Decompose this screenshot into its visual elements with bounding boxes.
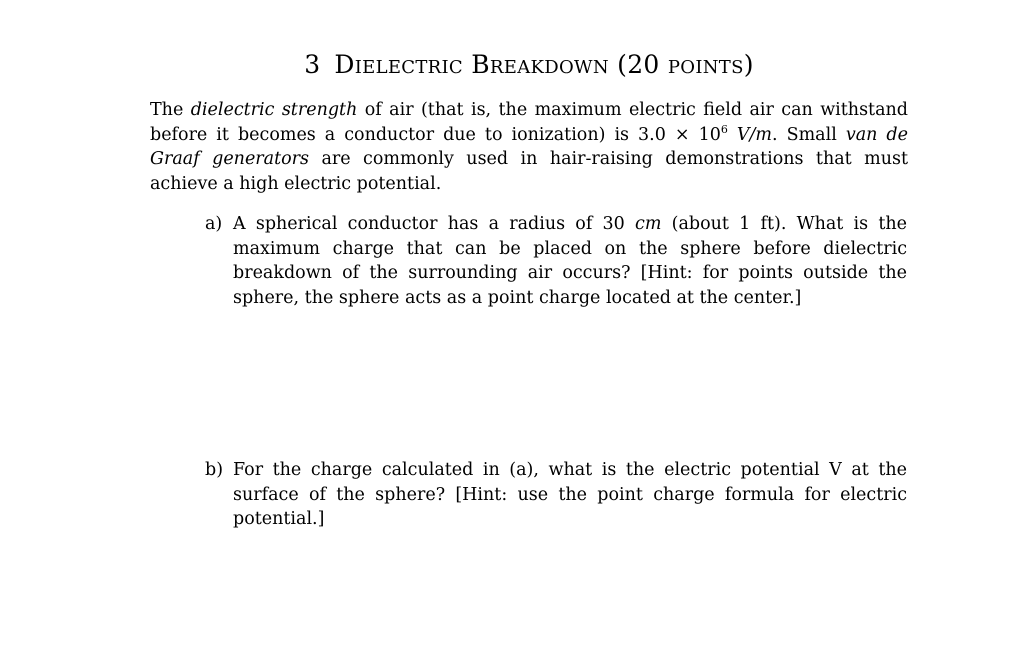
question-a-text xyxy=(233,212,907,311)
question-b-part: For the charge calculated in (a), what is the electric potential V at the surface of the sphere? [Hint: use the point charge formula for electric potential.] xyxy=(233,460,907,530)
term-van-de-graaf: van de Graaf generators xyxy=(150,124,908,170)
value-mantissa: 3.0 × 10 xyxy=(638,124,721,145)
intro-text: of air (that is, the maximum electric field air can withstand before it becomes a conductor due to ionization) is xyxy=(150,100,908,145)
intro-text: are commonly used in hair-raising demonstrations that must achieve a high electric potential. xyxy=(150,149,909,195)
section-heading xyxy=(150,50,908,80)
question-a-label: a) xyxy=(205,214,223,234)
intro-text: . Small xyxy=(772,124,846,145)
answer-space-a[interactable] xyxy=(233,320,907,450)
intro-paragraph xyxy=(150,98,908,197)
dielectric-strength-value xyxy=(638,122,772,145)
radius-value: 30 xyxy=(602,214,636,234)
answer-space-b[interactable] xyxy=(233,515,907,655)
section-number: 3 xyxy=(304,50,321,79)
question-b-label: b) xyxy=(205,460,224,480)
section-title: Dielectric Breakdown xyxy=(334,50,609,79)
term-dielectric-strength: dielectric strength xyxy=(190,100,358,120)
value-exponent: 6 xyxy=(720,122,728,136)
radius-unit: cm xyxy=(635,214,662,234)
intro-text: The xyxy=(150,100,191,120)
value-unit: V/m xyxy=(727,124,772,145)
question-a-part: A spherical conductor has a radius of xyxy=(233,214,603,234)
question-a-part: (about 1 ft). What is the maximum charge that can be placed on the sphere before dielectric breakdown of the surrounding air occurs? [Hint: for points outside the sphere, the sphere acts as a point charge located at the center.] xyxy=(233,214,907,309)
section-points: (20 points) xyxy=(617,50,754,79)
